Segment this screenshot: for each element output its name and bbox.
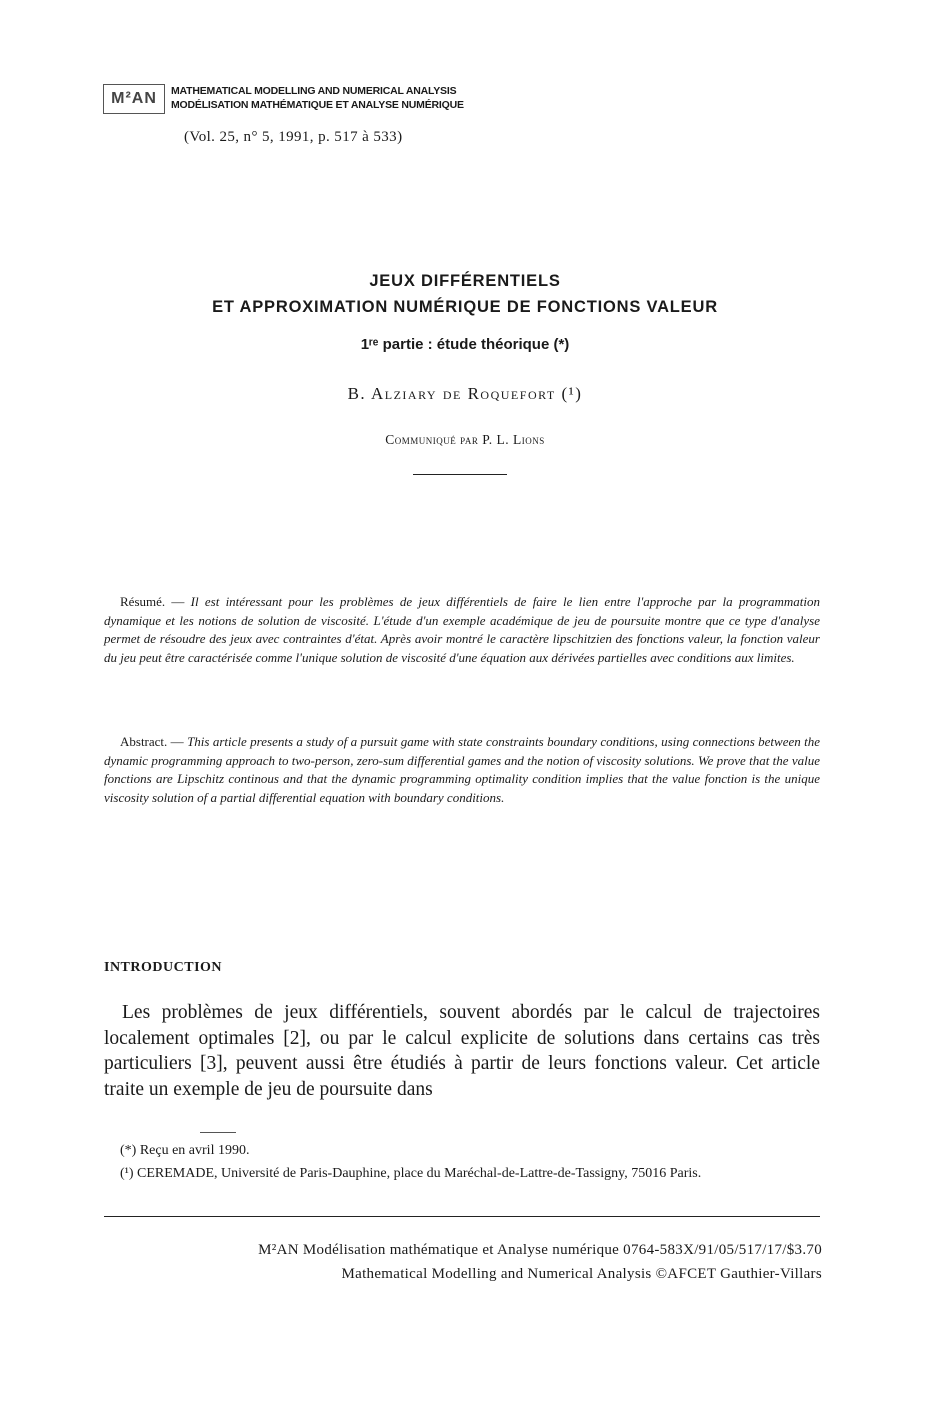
title-divider [413, 474, 507, 475]
footer-publisher-line: Mathematical Modelling and Numerical Analysis ©AFCET Gauthier-Villars [341, 1266, 822, 1282]
footer-journal-line: M²AN Modélisation mathématique et Analyse numérique 0764-583X/91/05/517/17/$3.70 [258, 1242, 822, 1258]
abstract-label: Abstract. — [120, 734, 184, 749]
journal-logo: M²AN [103, 84, 165, 114]
journal-header [103, 84, 464, 114]
introduction-paragraph: Les problèmes de jeux différentiels, souvent abordés par le calcul de trajectoires localement optimales [2], ou par le calcul explicite de solutions dans certains cas très particuliers [3], peuvent aussi être étudiés à partir de leurs fonctions valeur. Cet article traite un exemple de jeu de poursuite dans [104, 1002, 820, 1100]
paper-title-line-2: ET APPROXIMATION NUMÉRIQUE DE FONCTIONS VALEUR [212, 298, 718, 316]
journal-name-english: MATHEMATICAL MODELLING AND NUMERICAL ANALYSIS [171, 85, 457, 97]
paper-title-line-1: JEUX DIFFÉRENTIELS [369, 272, 561, 290]
footer-divider [104, 1216, 820, 1217]
abstract-paragraph [104, 733, 820, 807]
author: B. Alziary de Roquefort (¹) [347, 384, 583, 403]
footnote-received: (*) Reçu en avril 1990. [120, 1143, 250, 1158]
communicated-by: Communiqué par P. L. Lions [385, 432, 545, 447]
footnote-divider [200, 1132, 236, 1133]
resume-text: Il est intéressant pour les problèmes de jeux différentiels de faire le lien entre l'approche par la programmation dynamique et les notions de solution de viscosité. L'étude d'un exemple académique de jeu de poursuite montre que ce type d'analyse permet de résoudre des jeux avec contraintes d'état. Après avoir montré le caractère lipschitzien des fonctions valeur, la fonction valeur du jeu peut être caractérisée comme l'unique solution de viscosité d'une équation aux dérivées partielles avec conditions aux limites. [104, 594, 821, 665]
paper-subtitle: 1ʳᵉ partie : étude théorique (*) [360, 336, 570, 353]
journal-names [171, 84, 464, 112]
resume-label: Résumé. — [120, 594, 185, 609]
abstract-text: This article presents a study of a pursuit game with state constraints boundary conditions, using connections between the dynamic programming approach to two-person, zero-sum differential games and the notion of viscosity solutions. We prove that the value fonctions are Lipschitz continous and that the dynamic programming optimality condition implies that the value fonction is the unique viscosity solution of a partial differential equation with boundary conditions. [104, 734, 820, 805]
volume-citation: (Vol. 25, n° 5, 1991, p. 517 à 533) [184, 129, 403, 145]
footnote-affiliation: (¹) CEREMADE, Université de Paris-Dauphine, place du Maréchal-de-Lattre-de-Tassigny, 75016 Paris. [120, 1166, 702, 1181]
section-heading-introduction: INTRODUCTION [104, 960, 223, 975]
resume-paragraph [104, 593, 820, 667]
journal-name-french: MODÉLISATION MATHÉMATIQUE ET ANALYSE NUMÉRIQUE [171, 99, 464, 111]
